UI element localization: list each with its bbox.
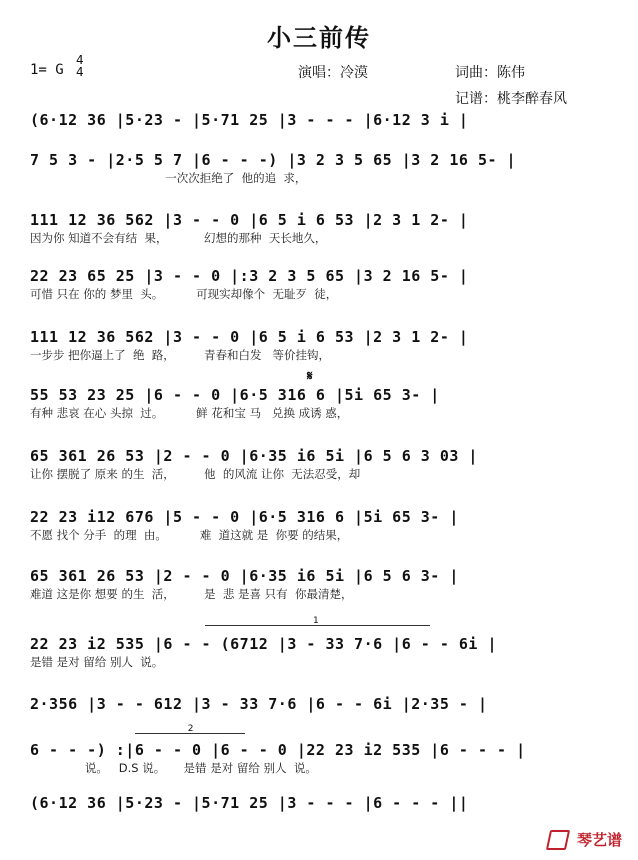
score-line-6 xyxy=(30,385,610,421)
lyrics: 说。 D.S 说。 是错 是对 留给 别人 说。 xyxy=(30,761,317,775)
singer-credit: 演唱：冷漠 xyxy=(298,65,368,81)
notes: 111 12 36 562 |3 - - 0 |6 5 i 6 53 |2 3 1 2- | xyxy=(30,211,469,229)
notes: 7 5 3 - |2·5 5 7 |6 - - -) |3 2 3 5 65 |3 2 16 5- | xyxy=(30,151,517,169)
notes: 22 23 i2 535 |6 - - (6712 |3 - 33 7·6 |6 - - 6i | xyxy=(30,635,498,653)
brand-logo xyxy=(548,829,622,851)
score-line-8 xyxy=(30,507,610,543)
score-line-7 xyxy=(30,446,610,482)
transcriber-credit: 记谱：桃李醉春风 xyxy=(455,91,567,107)
song-title: 小三前传 xyxy=(267,24,371,52)
lyrics: 难道 这是你 想要 的生 活， 是 悲 是喜 只有 你最清楚， xyxy=(30,587,353,601)
brand-name: 琴艺谱 xyxy=(576,830,622,849)
score-line-3 xyxy=(30,210,610,246)
score-line-11 xyxy=(30,694,610,714)
score-line-4 xyxy=(30,266,610,302)
lyrics: 是错 是对 留给 别人 说。 xyxy=(30,655,164,669)
time-signature xyxy=(76,54,84,78)
notes: 65 361 26 53 |2 - - 0 |6·35 i6 5i |6 5 6 3 03 | xyxy=(30,447,478,465)
notes: (6·12 36 |5·23 - |5·71 25 |3 - - - |6 - - - || xyxy=(30,794,469,812)
lyricist-credit: 词曲：陈伟 xyxy=(455,65,525,81)
segno-sign: 𝄋 xyxy=(307,369,313,384)
notes: 65 361 26 53 |2 - - 0 |6·35 i6 5i |6 5 6 3- | xyxy=(30,567,459,585)
score-line-1 xyxy=(30,110,610,130)
lyrics: 让你 摆脱了 原来 的生 活， 他 的风流 让你 无法忍受，却 xyxy=(30,467,361,481)
score-line-12 xyxy=(30,740,610,776)
notes: 6 - - -) :|6 - - 0 |6 - - 0 |22 23 i2 535 |6 - - - | xyxy=(30,741,526,759)
score-line-9 xyxy=(30,566,610,602)
lyrics: 可惜 只在 你的 梦里 头。 可现实却像个 无耻歹 徒， xyxy=(30,287,338,301)
lyrics: 因为你 知道不会有结 果， 幻想的那种 天长地久， xyxy=(30,231,327,245)
lyrics: 不愿 找个 分手 的理 由。 难 道这就 是 你要 的结果， xyxy=(30,528,349,542)
notes: 55 53 23 25 |6 - - 0 |6·5 316 6 |5i 65 3- | xyxy=(30,386,440,404)
lyrics: 一步步 把你逼上了 绝 路， 青春和白发 等价挂钩， xyxy=(30,348,330,362)
key-signature: 1= G xyxy=(30,62,64,78)
score-line-2 xyxy=(30,150,610,186)
volta-bracket-1 xyxy=(205,616,430,634)
notes: 22 23 65 25 |3 - - 0 |:3 2 3 5 65 |3 2 16 5- | xyxy=(30,267,469,285)
notes: 22 23 i12 676 |5 - - 0 |6·5 316 6 |5i 65 3- | xyxy=(30,508,459,526)
notes: 111 12 36 562 |3 - - 0 |6 5 i 6 53 |2 3 1 2- | xyxy=(30,328,469,346)
volta-number: 2 xyxy=(187,724,194,734)
lyrics: 一次次拒绝了 他的追 求， xyxy=(30,171,307,185)
lyrics: 有种 悲哀 在心 头掠 过。 鲜 花和宝 马 兑换 成诱 惑， xyxy=(30,406,349,420)
volta-number: 1 xyxy=(313,616,319,626)
notes: (6·12 36 |5·23 - |5·71 25 |3 - - - |6·12 3 i | xyxy=(30,111,469,129)
score-line-10 xyxy=(30,634,610,670)
time-signature-top: 4 xyxy=(76,53,84,67)
score-line-13 xyxy=(30,793,610,813)
piano-logo-icon xyxy=(546,830,570,850)
score-line-5 xyxy=(30,327,610,363)
time-signature-bottom: 4 xyxy=(76,65,84,79)
notes: 2·356 |3 - - 612 |3 - 33 7·6 |6 - - 6i |2·35 - | xyxy=(30,695,488,713)
